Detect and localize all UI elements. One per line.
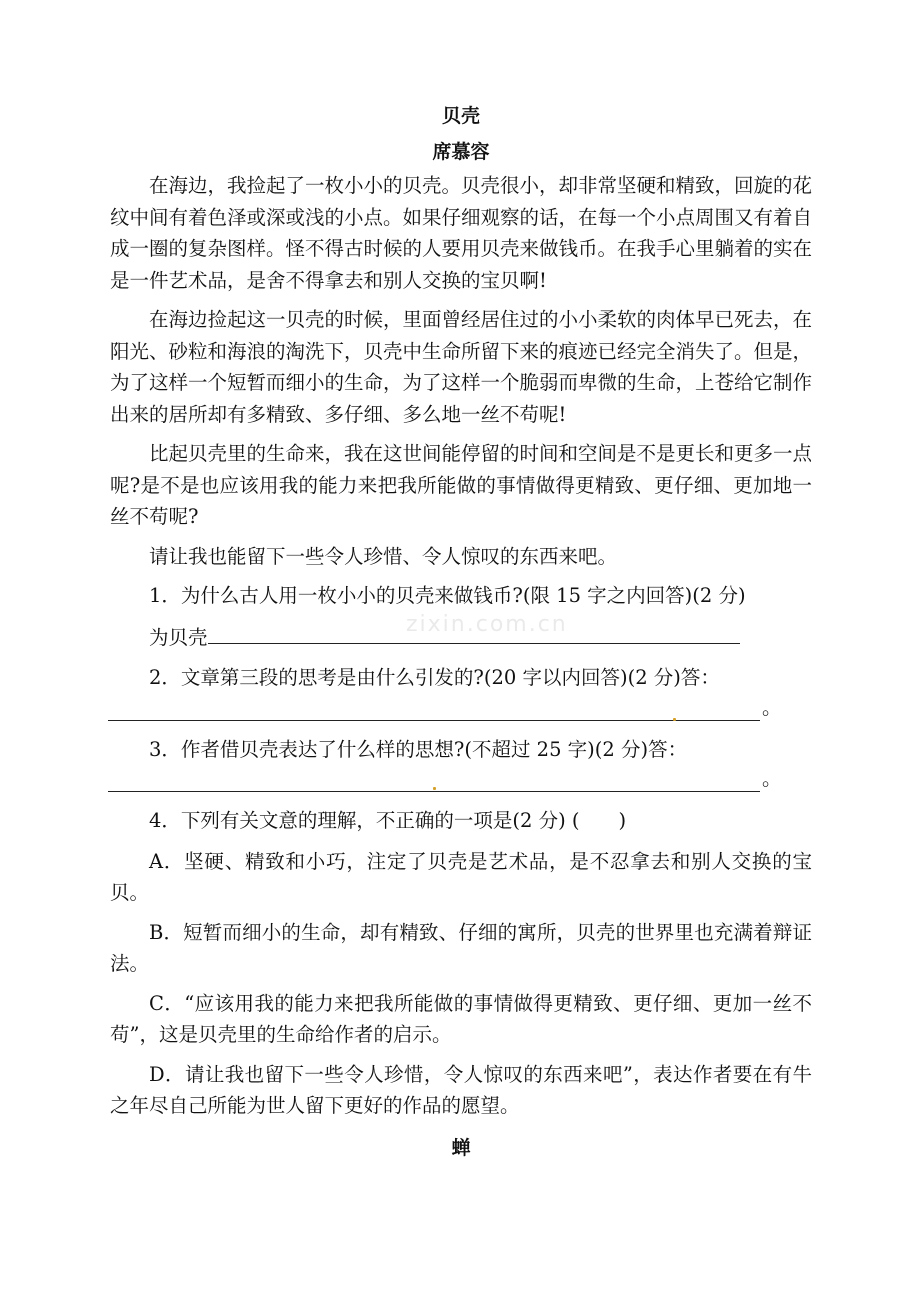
- question-3-end-mark: 。: [762, 767, 782, 790]
- paragraph-1: 在海边，我捡起了一枚小小的贝壳。贝壳很小，却非常坚硬和精致，回旋的花纹中间有着色泽或深或浅的小点。如果仔细观察的话，在每一个小点周围又有着自成一圈的复杂图样。怪不得古时候的人要用贝壳来做钱币。在我手心里躺着的实在是一件艺术品，是舍不得拿去和别人交换的宝贝啊!: [110, 174, 813, 292]
- question-4-option-a[interactable]: A．坚硬、精致和小巧，注定了贝壳是艺术品，是不忍拿去和别人交换的宝贝。: [110, 849, 812, 904]
- question-1-answer-blank[interactable]: [208, 621, 740, 644]
- marker-dot: [433, 787, 436, 790]
- watermark: zixin.com.cn: [406, 612, 568, 637]
- question-3: 3．作者借贝壳表达了什么样的思想?(不超过 25 字)(2 分)答：: [149, 737, 688, 761]
- document-page: [110, 104, 812, 1160]
- question-4-option-c[interactable]: C．“应该用我的能力来把我所能做的事情做得更精致、更仔细、更加一丝不苟”，这是贝壳里的生命给作者的启示。: [110, 991, 812, 1046]
- question-3-answer-row: [110, 765, 812, 805]
- article-author: 席慕容: [432, 141, 490, 163]
- question-2-answer-blank[interactable]: [108, 700, 760, 721]
- question-2-end-mark: 。: [762, 695, 782, 719]
- paragraph-3: 比起贝壳里的生命来，我在这世间能停留的时间和空间是不是更长和更多一点呢?是不是也应该用我的能力来把我所能做的事情做得更精致、更仔细、更加地一丝不苟呢?: [110, 442, 813, 528]
- question-1: 1．为什么古人用一枚小小的贝壳来做钱币?(限 15 字之内回答)(2 分): [149, 584, 746, 607]
- paragraph-2: 在海边捡起这一贝壳的时候，里面曾经居住过的小小柔软的肉体早已死去，在阳光、砂粒和海浪的淘洗下，贝壳中生命所留下来的痕迹已经完全消失了。但是，为了这样一个短暂而细小的生命，为了这样一个脆弱而卑微的生命，上苍给它制作出来的居所却有多精致、多仔细、多么地一丝不苟呢!: [110, 308, 813, 426]
- question-1-answer-prefix: 为贝壳: [149, 625, 208, 649]
- question-4: 4．下列有关文意的理解，不正确的一项是(2 分) ( ): [149, 809, 627, 832]
- marker-dot: [673, 718, 676, 721]
- question-1-answer-line: [110, 621, 812, 654]
- paragraph-4: 请让我也能留下一些令人珍惜、令人惊叹的东西来吧。: [149, 544, 618, 568]
- question-2: 2．文章第三段的思考是由什么引发的?(20 字以内回答)(2 分)答：: [149, 666, 720, 689]
- next-section-title: 蝉: [451, 1136, 471, 1159]
- question-2-answer-row: [110, 694, 812, 734]
- article-title: 贝壳: [441, 105, 480, 127]
- question-4-option-b[interactable]: B．短暂而细小的生命，却有精致、仔细的寓所，贝壳的世界里也充满着辩证法。: [110, 920, 812, 975]
- question-4-option-d[interactable]: D．请让我也留下一些令人珍惜，令人惊叹的东西来吧”，表达作者要在有牛之年尽自己所能为世人留下更好的作品的愿望。: [110, 1062, 812, 1117]
